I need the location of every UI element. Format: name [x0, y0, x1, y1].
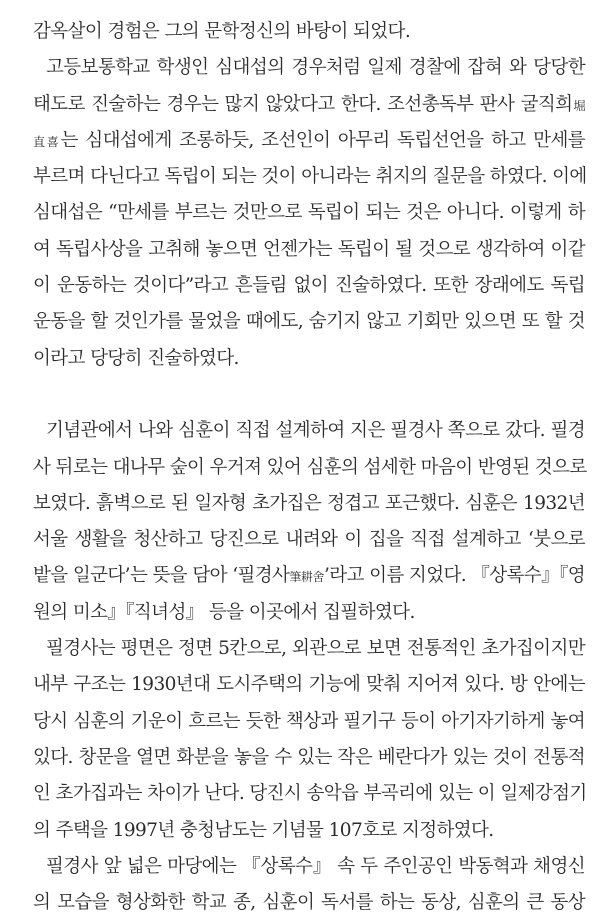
text-line: 부르며 다닌다고 독립이 되는 것이 아니라는 취지의 질문을 하였다. 이에 [33, 166, 587, 188]
text-line: 의 주택을 1997년 충청남도는 기념물 107호로 지정하였다. [33, 819, 494, 841]
text-line [33, 87, 585, 123]
hanja-annotation: 堀 [572, 98, 585, 113]
text-line [33, 558, 585, 594]
paragraph-4 [33, 631, 585, 849]
text-line [33, 123, 585, 159]
paragraph-3 [33, 413, 585, 631]
text-span: 는 심대섭에게 조롱하듯, 조선인이 아무리 독립선언을 하고 만세를 [60, 129, 585, 151]
text-line: 사 뒤로는 대나무 숲이 우거져 있어 심훈의 섬세한 마음이 반영된 것으로 [33, 456, 587, 478]
text-line: 필경사는 평면은 정면 5칸으로, 외관으로 보면 전통적인 초가집이지만 [46, 638, 585, 660]
text-line: 감옥살이 경험은 그의 문학정신의 바탕이 되었다. [33, 21, 411, 42]
paragraph-1 [33, 14, 585, 50]
text-span: ’라고 이름 지었다. 『상록수』『영 [323, 565, 585, 587]
document-page [33, 14, 585, 921]
text-line: 기념관에서 나와 심훈이 직접 설계하여 지은 필경사 쪽으로 갔다. 필경 [46, 420, 585, 442]
hanja-annotation: 筆耕舍 [289, 570, 324, 585]
text-line: 서울 생활을 청산하고 당진으로 내려와 이 집을 직접 설계하고 ‘붓으로 [33, 529, 585, 551]
text-span: 태도로 진술하는 경우는 많지 않았다고 한다. 조선총독부 판사 굴직희 [33, 93, 573, 115]
text-line: 운동을 할 것인가를 물었을 때에도, 숨기지 않고 기회만 있으면 또 할 것 [33, 311, 585, 333]
text-span: 밭을 일군다’는 뜻을 담아 ‘필경사 [33, 565, 290, 587]
text-line: 이 운동하는 것이다”라고 흔들림 없이 진술하였다. 또한 장래에도 독립 [33, 275, 585, 297]
text-line: 있다. 창문을 열면 화분을 놓을 수 있는 작은 베란다가 있는 것이 전통적 [33, 746, 585, 768]
text-line: 필경사 앞 넓은 마당에는 『상록수』 속 두 주인공인 박동혁과 채영신 [46, 855, 585, 877]
text-line: 고등보통학교 학생인 심대섭의 경우처럼 일제 경찰에 잡혀 와 당당한 [46, 57, 585, 79]
paragraph-2 [33, 50, 585, 377]
text-line: 심대섭은 “만세를 부르는 것만으로 독립이 되는 것은 아니다. 이렇게 하 [33, 202, 585, 224]
text-line: 여 독립사상을 고취해 놓으면 언젠가는 독립이 될 것으로 생각하여 이같 [33, 238, 585, 260]
paragraph-5 [33, 849, 585, 921]
text-line: 인 초가집과는 차이가 난다. 당진시 송악읍 부곡리에 있는 이 일제강점기 [33, 783, 587, 805]
section-gap [33, 377, 585, 413]
text-line: 원의 미소』『직녀성』 등을 이곳에서 집필하였다. [33, 601, 415, 623]
text-line: 이라고 당당히 진술하였다. [33, 347, 239, 369]
text-line: 내부 구조는 1930년대 도시주택의 기능에 맞춰 지어져 있다. 방 안에는 [33, 674, 585, 696]
text-line: 의 모습을 형상화한 학교 종, 심훈이 독서를 하는 동상, 심훈의 큰 동상 [33, 892, 585, 914]
text-line: 보였다. 흙벽으로 된 일자형 초가집은 정겹고 포근했다. 심훈은 1932년 [33, 492, 585, 514]
hanja-annotation: 直喜 [33, 134, 61, 149]
text-line: 당시 심훈의 기운이 흐르는 듯한 책상과 필기구 등이 아기자기하게 놓여 [33, 710, 585, 732]
